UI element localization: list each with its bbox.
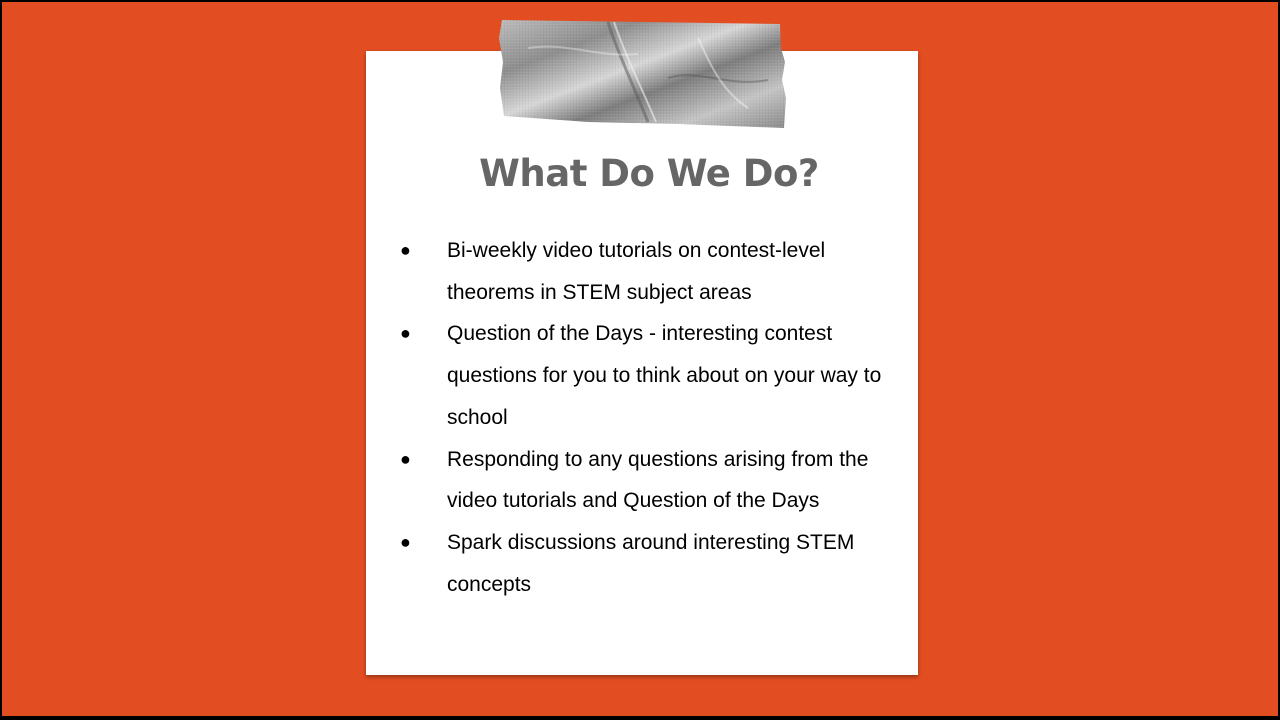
list-item-text: Question of the Days - interesting contest questions for you to think about on your way to school (447, 322, 882, 429)
list-item (400, 439, 910, 522)
list-item (400, 522, 910, 605)
bullet-icon: ● (400, 448, 411, 469)
list-item-text: Responding to any questions arising from the video tutorials and Question of the Days (447, 447, 869, 513)
duct-tape-icon (498, 18, 786, 130)
bullet-icon: ● (400, 240, 411, 260)
bullet-icon: ● (400, 323, 411, 344)
list-item (400, 313, 910, 438)
list-item-text: Spark discussions around interesting STEM concepts (447, 530, 855, 596)
list-item-text: Bi-weekly video tutorials on contest-level theorems in STEM subject areas (447, 239, 826, 304)
bullet-icon: ● (400, 531, 411, 552)
list-item (400, 230, 910, 313)
slide-title: What Do We Do? (479, 152, 819, 195)
slide-background (2, 2, 1278, 716)
bullet-list (400, 230, 910, 605)
